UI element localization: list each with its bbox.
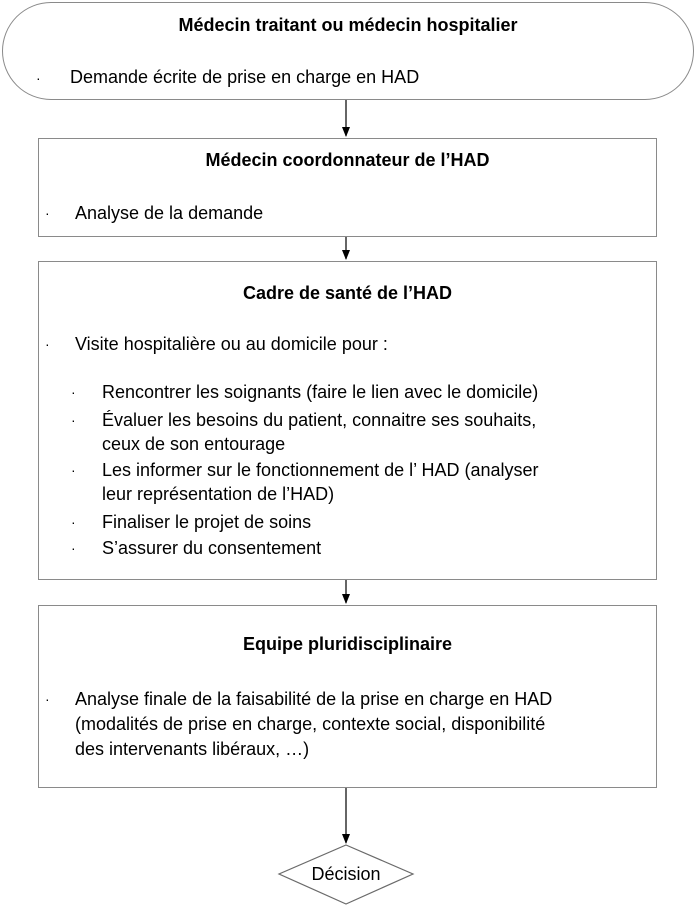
- sub-bullet: ·: [71, 514, 76, 530]
- sub-bullet: ·: [71, 384, 76, 400]
- bullet: ·: [45, 205, 50, 221]
- sub-item: Finaliser le projet de soins: [102, 512, 312, 532]
- node-equipe-pluridisciplinaire: [38, 605, 657, 788]
- node-item: Analyse finale de la faisabilité de la prise en charge en HAD: [75, 689, 553, 709]
- sub-item: Rencontrer les soignants (faire le lien avec le domicile): [102, 382, 539, 402]
- sub-item: S’assurer du consentement: [102, 538, 322, 558]
- node-item: Visite hospitalière ou au domicile pour :: [75, 334, 388, 354]
- sub-bullet: ·: [71, 412, 76, 428]
- node-item: Analyse de la demande: [75, 203, 264, 223]
- bullet: ·: [45, 691, 50, 707]
- node-medecin-traitant: [2, 2, 694, 100]
- sub-item: Évaluer les besoins du patient, connaitre ses souhaits,: [102, 410, 537, 430]
- bullet: ·: [45, 336, 50, 352]
- decision-label: Décision: [311, 864, 381, 884]
- sub-item-cont: ceux de son entourage: [102, 434, 286, 454]
- node-title: Equipe pluridisciplinaire: [242, 634, 453, 654]
- bullet: ·: [36, 70, 41, 86]
- node-title: Médecin coordonnateur de l’HAD: [205, 150, 490, 170]
- sub-item-cont: leur représentation de l’HAD): [102, 484, 335, 504]
- sub-bullet: ·: [71, 540, 76, 556]
- node-medecin-coordonnateur: [38, 138, 657, 237]
- node-cadre-de-sante: [38, 261, 657, 580]
- node-item-cont: (modalités de prise en charge, contexte social, disponibilité: [75, 714, 546, 734]
- node-title: Cadre de santé de l’HAD: [242, 283, 453, 303]
- sub-item: Les informer sur le fonctionnement de l’ HAD (analyser: [102, 460, 539, 480]
- node-title: Médecin traitant ou médecin hospitalier: [178, 15, 518, 35]
- sub-bullet: ·: [71, 462, 76, 478]
- node-item-cont: des intervenants libéraux, …): [75, 739, 310, 759]
- node-item: Demande écrite de prise en charge en HAD: [70, 67, 420, 87]
